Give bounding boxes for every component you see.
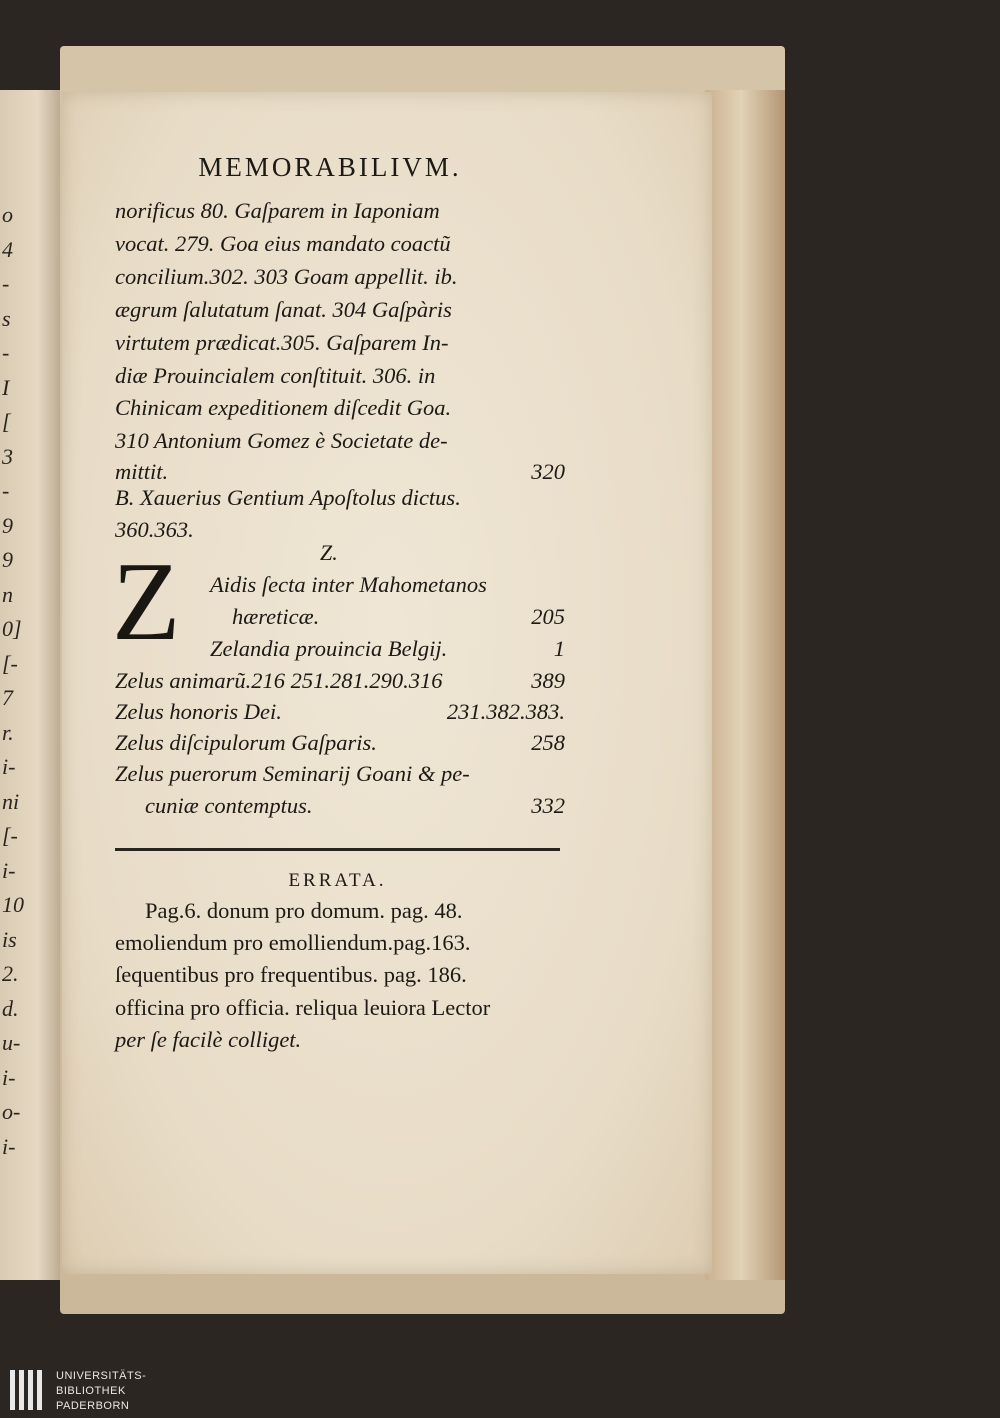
left-page-fragment: - <box>2 271 10 296</box>
left-page-fragment: 4 <box>2 236 13 262</box>
index-entry-text: hæreticæ. <box>232 604 320 629</box>
left-page-fragment: s <box>2 305 11 331</box>
index-entry <box>115 395 565 425</box>
index-entry <box>115 297 565 327</box>
left-page-fragment: i- <box>2 1133 16 1159</box>
index-entry-text: Zelus honoris Dei. <box>115 699 282 724</box>
left-page-fragment: r. <box>2 719 14 745</box>
left-page-fragment: I <box>2 374 10 400</box>
index-entry <box>115 363 565 393</box>
index-entry-text: Aidis ſecta inter Mahometanos <box>210 572 487 597</box>
page-running-header: MEMORABILIVM. <box>198 152 462 182</box>
index-entry <box>115 730 565 760</box>
index-entry-text: 310 Antonium Gomez è Societate de- <box>115 428 448 453</box>
index-entry-text: vocat. 279. Goa eius mandato coactũ <box>115 231 451 256</box>
index-entry <box>115 198 565 228</box>
index-entry <box>115 428 565 458</box>
left-page-fragment: i- <box>2 857 16 883</box>
index-entry-page-number: 231.382.383. <box>446 699 565 724</box>
left-page-fragment: - <box>2 340 10 365</box>
index-entry-text: Zelus puerorum Seminarij Goani & pe- <box>115 761 470 786</box>
index-entry <box>115 668 565 698</box>
index-entry <box>145 793 565 823</box>
index-entry-text: concilium.302. 303 Goam appellit. ib. <box>115 264 458 289</box>
left-page-fragment: 9 <box>2 547 13 572</box>
left-page-fragment: - <box>2 478 10 503</box>
index-entry-text: Zelandia prouincia Belgij. <box>210 636 448 661</box>
errata-line: emoliendum pro emolliendum.pag.163. <box>115 930 471 955</box>
errata-line: officina pro officia. reliqua leuiora Lector <box>115 995 491 1020</box>
left-page-fragment: [- <box>2 823 18 848</box>
left-page-fragment: 0] <box>2 616 22 641</box>
left-page-fragment: is <box>2 926 17 952</box>
left-page-fragment: o <box>2 202 13 227</box>
left-page-fragment: 3 <box>2 443 13 469</box>
left-page-fragment: [ <box>2 409 11 434</box>
index-entry-text: Zelus diſcipulorum Gaſparis. <box>115 730 377 755</box>
index-entry-page-number: 205 <box>531 604 565 629</box>
index-entry <box>115 330 565 360</box>
errata-line: ſequentibus pro frequentibus. pag. 186. <box>115 962 467 987</box>
left-page-fragment: ni <box>2 788 20 814</box>
index-entry-text: diæ Prouincialem conſtituit. 306. in <box>115 363 436 388</box>
errata-line: per ſe facilè colliget. <box>115 1027 302 1052</box>
left-page-fragment: o- <box>2 1099 21 1124</box>
index-entry-page-number: 389 <box>531 668 565 693</box>
left-page-fragment: 2. <box>2 961 19 986</box>
left-page-fragment: 10 <box>2 892 24 917</box>
index-entry-text: norificus 80. Gaſparem in Iaponiam <box>115 198 440 223</box>
horizontal-rule <box>115 848 560 851</box>
index-entry-text: virtutem prædicat.305. Gaſparem In- <box>115 330 449 355</box>
index-entry <box>115 761 565 791</box>
index-entry <box>115 231 565 261</box>
index-entry <box>210 572 565 602</box>
index-entry-text: B. Xauerius Gentium Apoſtolus dictus. <box>115 485 461 510</box>
left-page-fragment: 7 <box>2 685 13 710</box>
index-entry-page-number: 320 <box>531 459 565 484</box>
index-entry-page-number: 332 <box>531 793 565 818</box>
index-entry-text: cuniæ contemptus. <box>145 793 313 818</box>
section-letter-z: Z. <box>320 540 338 565</box>
left-page-fragment: d. <box>2 995 19 1021</box>
index-entry <box>115 699 565 729</box>
left-facing-page-edge <box>0 90 62 1280</box>
index-entry-page-number: 1 <box>553 636 565 661</box>
library-name-line-2: BIBLIOTHEK <box>56 1385 126 1397</box>
cover-fold-right <box>705 90 785 1280</box>
index-entry-text: Chinicam expeditionem diſcedit Goa. <box>115 395 452 420</box>
index-entry-text: ægrum ſalutatum ſanat. 304 Gaſpàris <box>115 297 452 322</box>
left-page-fragment: [- <box>2 650 18 676</box>
index-entry-page-number: 258 <box>531 730 565 755</box>
library-logo-icon <box>8 1368 48 1412</box>
library-name-line-3: PADERBORN <box>56 1400 130 1412</box>
index-entry-text: Zelus animarũ.216 251.281.290.316 <box>115 668 443 693</box>
index-entry <box>115 264 565 294</box>
index-entry <box>115 517 565 547</box>
left-page-fragment: n <box>2 581 13 607</box>
library-name-line-1: UNIVERSITÄTS- <box>56 1370 147 1382</box>
left-page-fragment: 9 <box>2 512 13 538</box>
errata-line: Pag.6. donum pro domum. pag. 48. <box>145 898 463 923</box>
index-entry <box>210 636 565 666</box>
left-page-fragment: i- <box>2 1064 16 1090</box>
decorative-dropcap-z: Z <box>112 540 181 664</box>
index-entry <box>115 485 565 515</box>
index-entry-text: 360.363. <box>115 517 194 542</box>
left-page-fragment: i- <box>2 754 16 779</box>
index-entry <box>232 604 565 634</box>
left-page-fragment: u- <box>2 1030 21 1055</box>
errata-heading: ERRATA. <box>288 870 387 891</box>
index-entry-text: mittit. <box>115 459 169 484</box>
